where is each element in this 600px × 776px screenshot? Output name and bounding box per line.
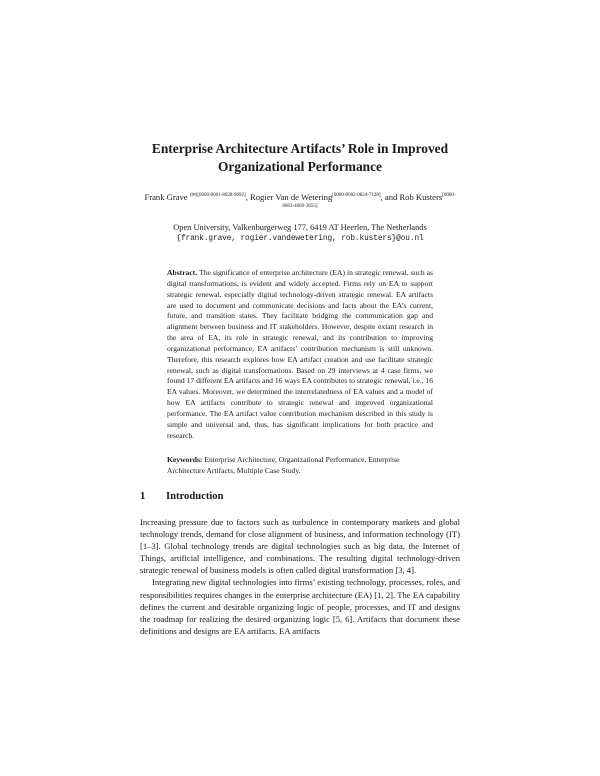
author-orcid: [0000-0003-4069-3655] — [282, 193, 456, 209]
author-orcid: [0000-0002-0824-7128] — [332, 193, 381, 198]
author-separator: , and — [380, 192, 400, 202]
section-title: Introduction — [166, 491, 224, 502]
abstract-label: Abstract. — [167, 268, 198, 277]
affiliation: Open University, Valkenburgerweg 177, 6419 AT Heerlen, The Netherlands — [173, 223, 427, 232]
author-name: Rob Kusters — [399, 192, 443, 202]
keywords — [167, 455, 433, 477]
author-name: Rogier Van de Wetering — [249, 192, 333, 202]
keywords-text: Enterprise Architecture, Organizational Performance, Enterprise Architecture Artifacts, Multiple Case Study. — [167, 455, 400, 475]
abstract — [167, 268, 433, 442]
author-separator: , — [245, 192, 250, 202]
author-list — [140, 192, 460, 214]
author-orcid: (✉)[0000-0001-8028-9692] — [189, 193, 246, 198]
section-body — [140, 516, 460, 637]
paragraph: Integrating new digital technologies into firms’ existing technology, processes, roles, and responsibilities requires changes in the enterprise architecture (EA) [1, 2]. The EA capability defines the current and desirable organizing logic of people, processes, and IT and designs the roadmap for realizing the desired organizing logic [5, 6]. Artifacts that document these definitions and designs are EA artifacts. EA artifacts — [140, 577, 460, 636]
section-number: 1 — [140, 491, 146, 502]
paper-title: Enterprise Architecture Artifacts’ Role in Improved Organizational Performance — [151, 141, 449, 174]
abstract-text: The significance of enterprise architecture (EA) in strategic renewal, such as digital transformations, is evident and widely accepted. Firms rely on EA to support strategic renewal, especially digital technology-driven strategic renewal. EA artifacts are used to document and communicate decisions and facts about the EA’s current, future, and transition states. They facilitate bridging the communication gap and alignment between business and IT stakeholders. However, despite extant research in the area of EA, its role in strategic renewal, and its contribution to improving organizational performance, EA artifacts’ contribution mechanism is still unknown. Therefore, this research explores how EA artifact creation and use facilitate strategic renewal, such as digital transformations. Based on 29 interviews at 4 case firms, we found 17 different EA artifacts and 16 ways EA contributes to strategic renewal, i.e., 16 EA values. Moreover, we determined the interrelatedness of EA values and a model of how EA artifacts contribute to strategic renewal and improved organizational performance. The EA artifact value contribution mechanism described in this study is simple and universal and, thus, has significant implications for both practice and research. — [167, 268, 433, 440]
author-emails: {frank.grave, rogier.vandewetering, rob.kusters}@ou.nl — [176, 235, 424, 243]
section-heading — [140, 490, 460, 504]
paragraph: Increasing pressure due to factors such as turbulence in contemporary markets and global technology trends, demand for close alignment of business, and information technology (IT) [1–3]. Global technology trends are digital technologies such as big data, the Internet of Things, artificial intelligence, and combinations. The resulting digital technology-driven strategic renewal of business models is often called digital transformation [3, 4]. — [140, 517, 460, 576]
author-name: Frank Grave — [144, 192, 188, 202]
keywords-label: Keywords: — [167, 455, 203, 464]
